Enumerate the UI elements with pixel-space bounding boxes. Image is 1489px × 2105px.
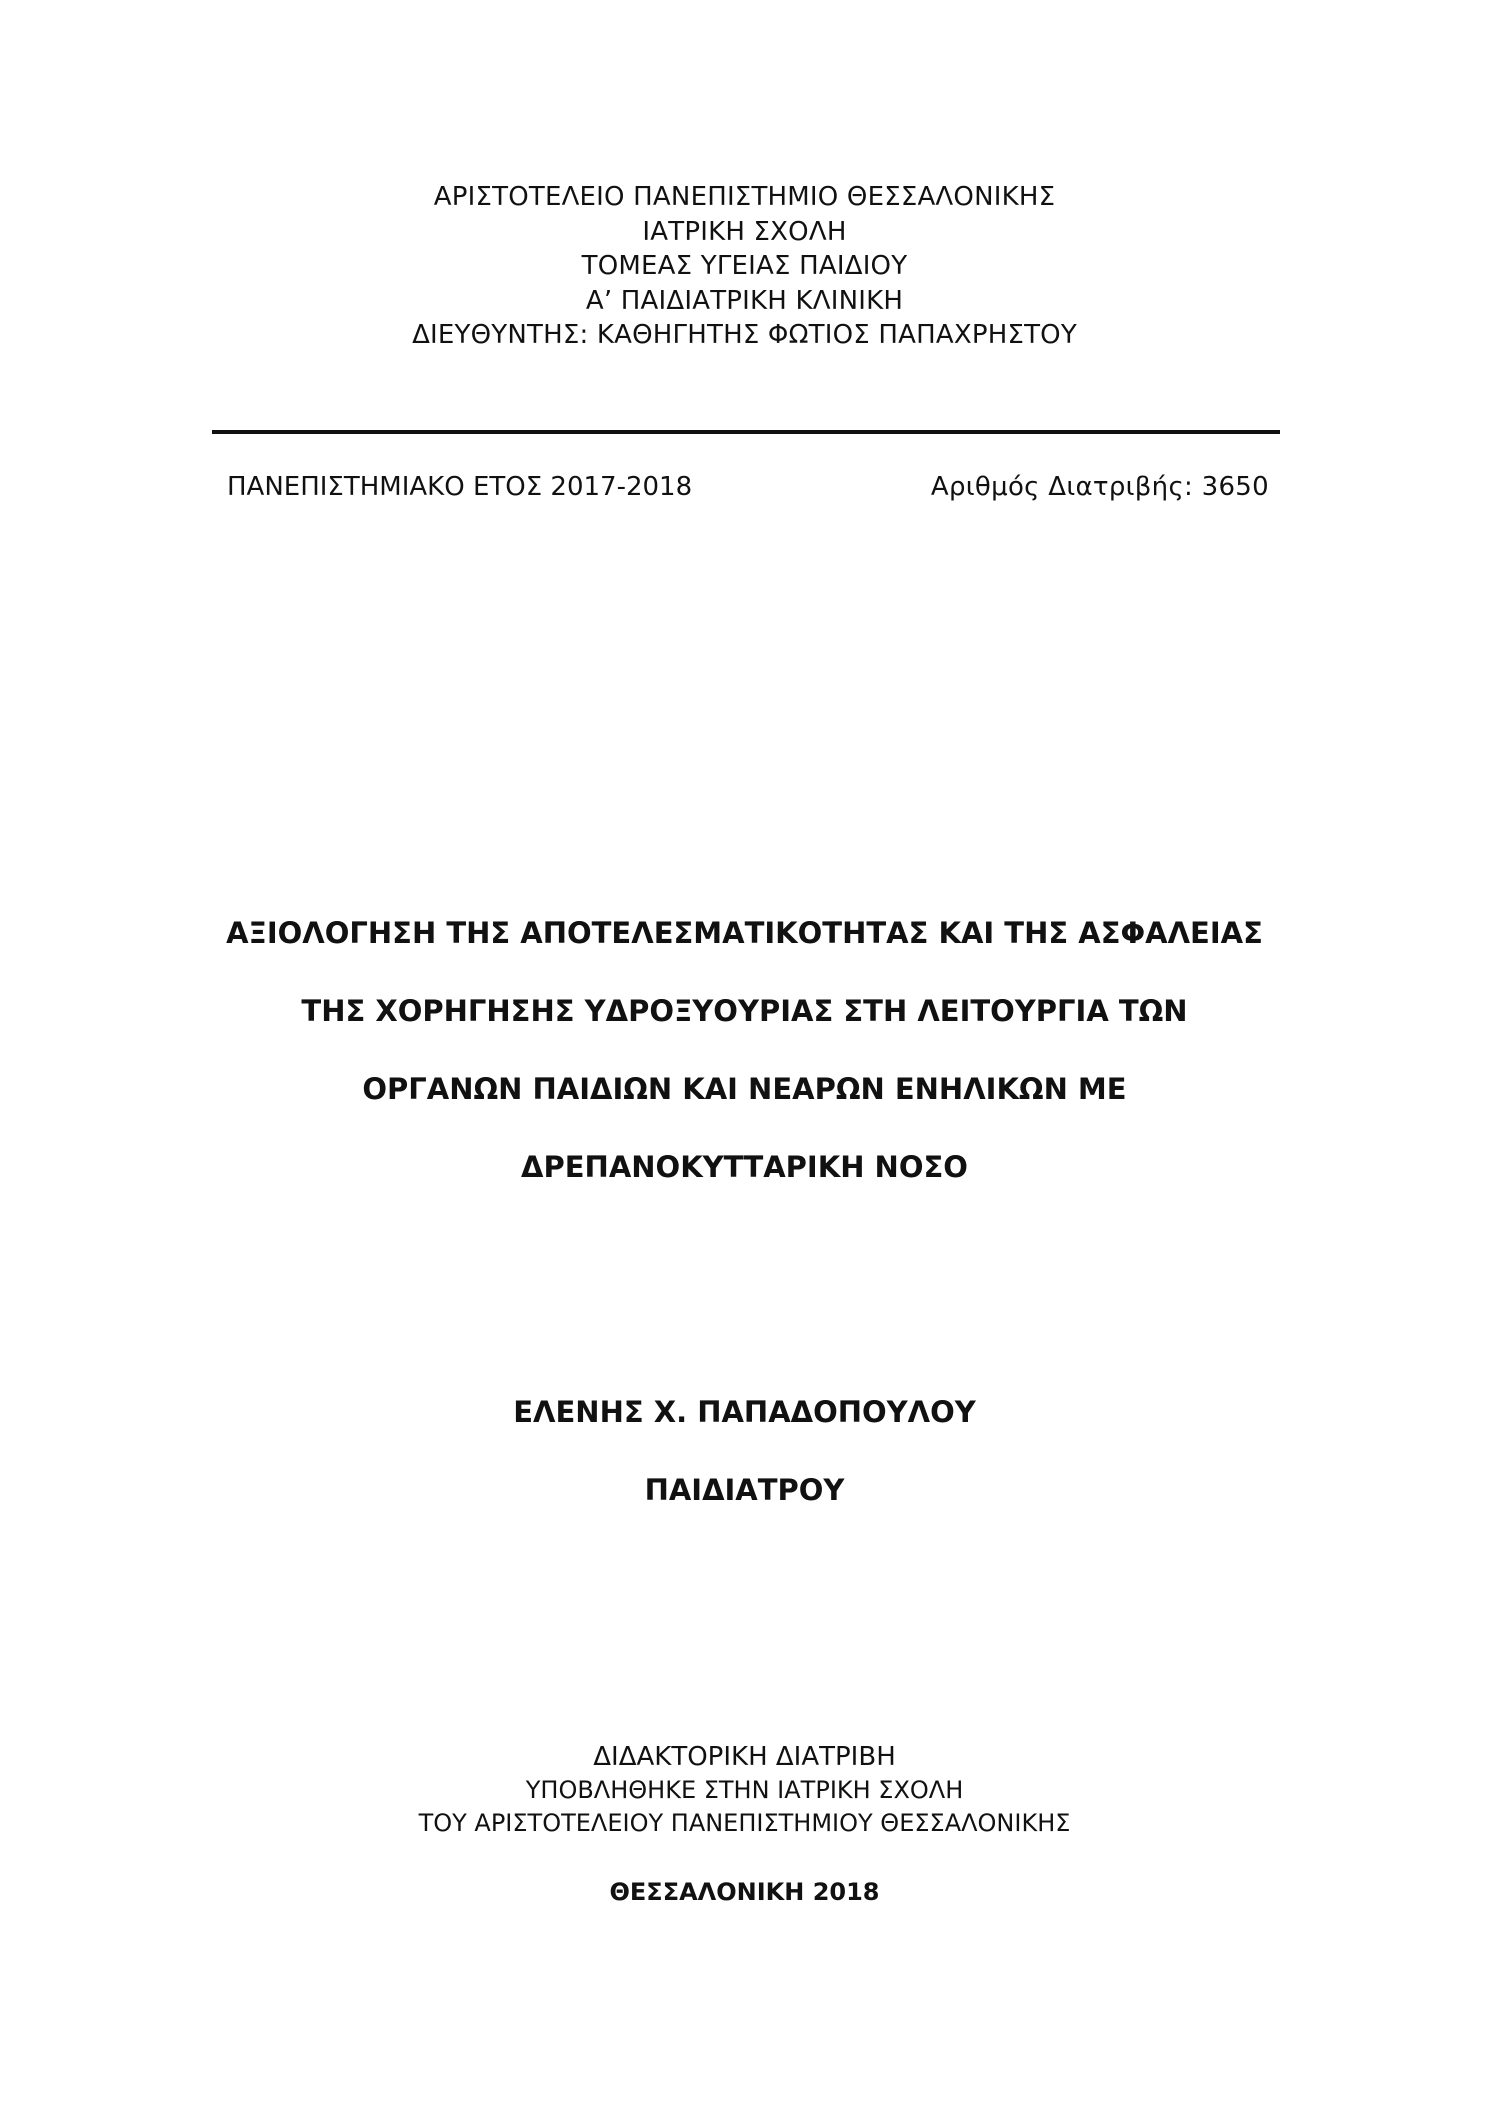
school-name: ΙΑΤΡΙΚΗ ΣΧΟΛΗ [642,216,847,247]
city-year: ΘΕΣΣΑΛΟΝΙΚΗ 2018 [609,1878,880,1906]
thesis-type: ΔΙΔΑΚΤΟΡΙΚΗ ΔΙΑΤΡΙΒΗ [593,1742,896,1772]
thesis-number: Αριθμός Διατριβής: 3650 [930,472,1269,502]
department-name: ΤΟΜΕΑΣ ΥΓΕΙΑΣ ΠΑΙΔΙΟΥ [581,251,908,281]
academic-year: ΠΑΝΕΠΙΣΤΗΜΙΑΚΟ ΕΤΟΣ 2017-2018 [227,472,693,502]
submission-note [0,1740,1489,1840]
thesis-title [0,912,1489,1224]
author-block [0,1392,1489,1548]
title-line: ΤΗΣ ΧΟΡΗΓΗΣΗΣ ΥΔΡΟΞΥΟΥΡΙΑΣ ΣΤΗ ΛΕΙΤΟΥΡΓΙΑ ΤΩΝ [301,994,1188,1028]
director-line: ΔΙΕΥΘΥΝΤΗΣ: ΚΑΘΗΓΗΤΗΣ ΦΩΤΙΟΣ ΠΑΠΑΧΡΗΣΤΟΥ [412,320,1077,350]
author-profession: ΠΑΙΔΙΑΤΡΟΥ [644,1473,845,1507]
submission-line: ΥΠΟΒΛΗΘΗΚΕ ΣΤΗΝ ΙΑΤΡΙΚΗ ΣΧΟΛΗ [525,1776,964,1804]
clinic-name: Α’ ΠΑΙΔΙΑΤΡΙΚΗ ΚΛΙΝΙΚΗ [585,285,904,316]
title-line: ΑΞΙΟΛΟΓΗΣΗ ΤΗΣ ΑΠΟΤΕΛΕΣΜΑΤΙΚΟΤΗΤΑΣ ΚΑΙ ΤΗΣ ΑΣΦΑΛΕΙΑΣ [226,916,1263,950]
horizontal-divider [212,430,1280,434]
author-name: ΕΛΕΝΗΣ Χ. ΠΑΠΑΔΟΠΟΥΛΟΥ [513,1395,976,1429]
submission-line: ΤΟΥ ΑΡΙΣΤΟΤΕΛΕΙΟΥ ΠΑΝΕΠΙΣΤΗΜΙΟΥ ΘΕΣΣΑΛΟΝΙΚΗΣ [418,1809,1071,1837]
institution-header [0,180,1489,353]
title-line: ΔΡΕΠΑΝΟΚΥΤΤΑΡΙΚΗ ΝΟΣΟ [521,1150,968,1184]
title-line: ΟΡΓΑΝΩΝ ΠΑΙΔΙΩΝ ΚΑΙ ΝΕΑΡΩΝ ΕΝΗΛΙΚΩΝ ΜΕ [362,1072,1127,1106]
university-name: ΑΡΙΣΤΟΤΕΛΕΙΟ ΠΑΝΕΠΙΣΤΗΜΙΟ ΘΕΣΣΑΛΟΝΙΚΗΣ [433,182,1056,212]
